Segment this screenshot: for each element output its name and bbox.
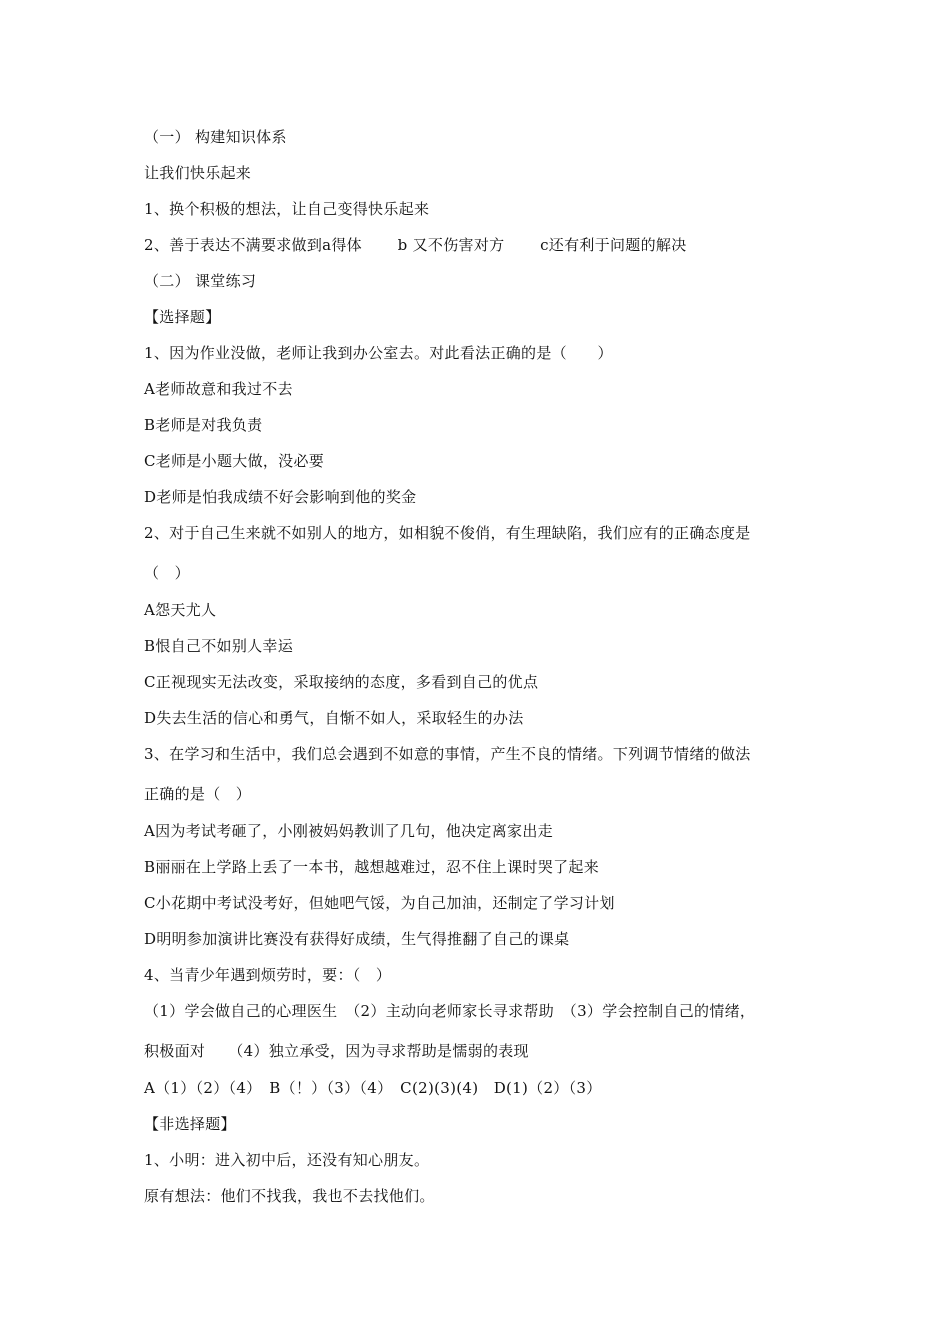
question-3-option-b: B丽丽在上学路上丢了一本书，越想越难过，忍不住上课时哭了起来 (144, 858, 600, 876)
question-4-statements-continued: 积极面对 （4）独立承受，因为寻求帮助是懦弱的表现 (144, 1042, 529, 1060)
question-3-continued: 正确的是（ ） (144, 785, 252, 803)
question-3-option-a: A因为考试考砸了，小刚被妈妈教训了几句，他决定离家出走 (144, 822, 553, 840)
question-1-option-c: C老师是小题大做，没必要 (144, 452, 325, 470)
question-1-option-d: D老师是怕我成绩不好会影响到他的奖金 (144, 488, 417, 506)
question-3: 3、在学习和生活中，我们总会遇到不如意的事情，产生不良的情绪。下列调节情绪的做法 (144, 745, 751, 763)
question-1-option-b: B老师是对我负责 (144, 416, 263, 434)
question-1-option-a: A老师故意和我过不去 (144, 380, 293, 398)
question-2-option-d: D失去生活的信心和勇气，自惭不如人，采取轻生的办法 (144, 709, 524, 727)
question-2-option-a: A怨天尤人 (144, 601, 217, 619)
question-4-statements: （1）学会做自己的心理医生 （2）主动向老师家长寻求帮助 （3）学会控制自己的情绪， (144, 1002, 756, 1020)
topic-title: 让我们快乐起来 (144, 164, 252, 182)
open-question-1-original-thought: 原有想法：他们不找我，我也不去找他们。 (144, 1187, 435, 1205)
question-3-option-d: D明明参加演讲比赛没有获得好成绩，生气得推翻了自己的课桌 (144, 930, 570, 948)
section-heading-practice: （二） 课堂练习 (144, 272, 257, 290)
open-question-heading: 【非选择题】 (144, 1115, 236, 1133)
question-2-option-c: C正视现实无法改变，采取接纳的态度，多看到自己的优点 (144, 673, 539, 691)
question-4-options: A（1）（2）（4） B（！）（3）（4） C(2)(3)(4) D(1)（2）（3） (144, 1079, 602, 1097)
open-question-1: 1、小明：进入初中后，还没有知心朋友。 (144, 1151, 430, 1169)
question-1: 1、因为作业没做，老师让我到办公室去。对此看法正确的是（ ） (144, 344, 613, 362)
knowledge-point-2: 2、善于表达不满要求做到a得体 b 又不伤害对方 c还有利于问题的解决 (144, 236, 687, 254)
question-3-option-c: C小花期中考试没考好，但她吧气馁，为自己加油，还制定了学习计划 (144, 894, 615, 912)
question-2: 2、对于自己生来就不如别人的地方，如相貌不俊俏，有生理缺陷，我们应有的正确态度是 (144, 524, 751, 542)
question-2-option-b: B恨自己不如别人幸运 (144, 637, 294, 655)
question-4: 4、当青少年遇到烦劳时，要：（ ） (144, 966, 392, 984)
multiple-choice-heading: 【选择题】 (144, 308, 221, 326)
knowledge-point-1: 1、换个积极的想法，让自己变得快乐起来 (144, 200, 430, 218)
question-2-continued: （ ） (144, 564, 190, 582)
section-heading-knowledge: （一） 构建知识体系 (144, 128, 287, 146)
